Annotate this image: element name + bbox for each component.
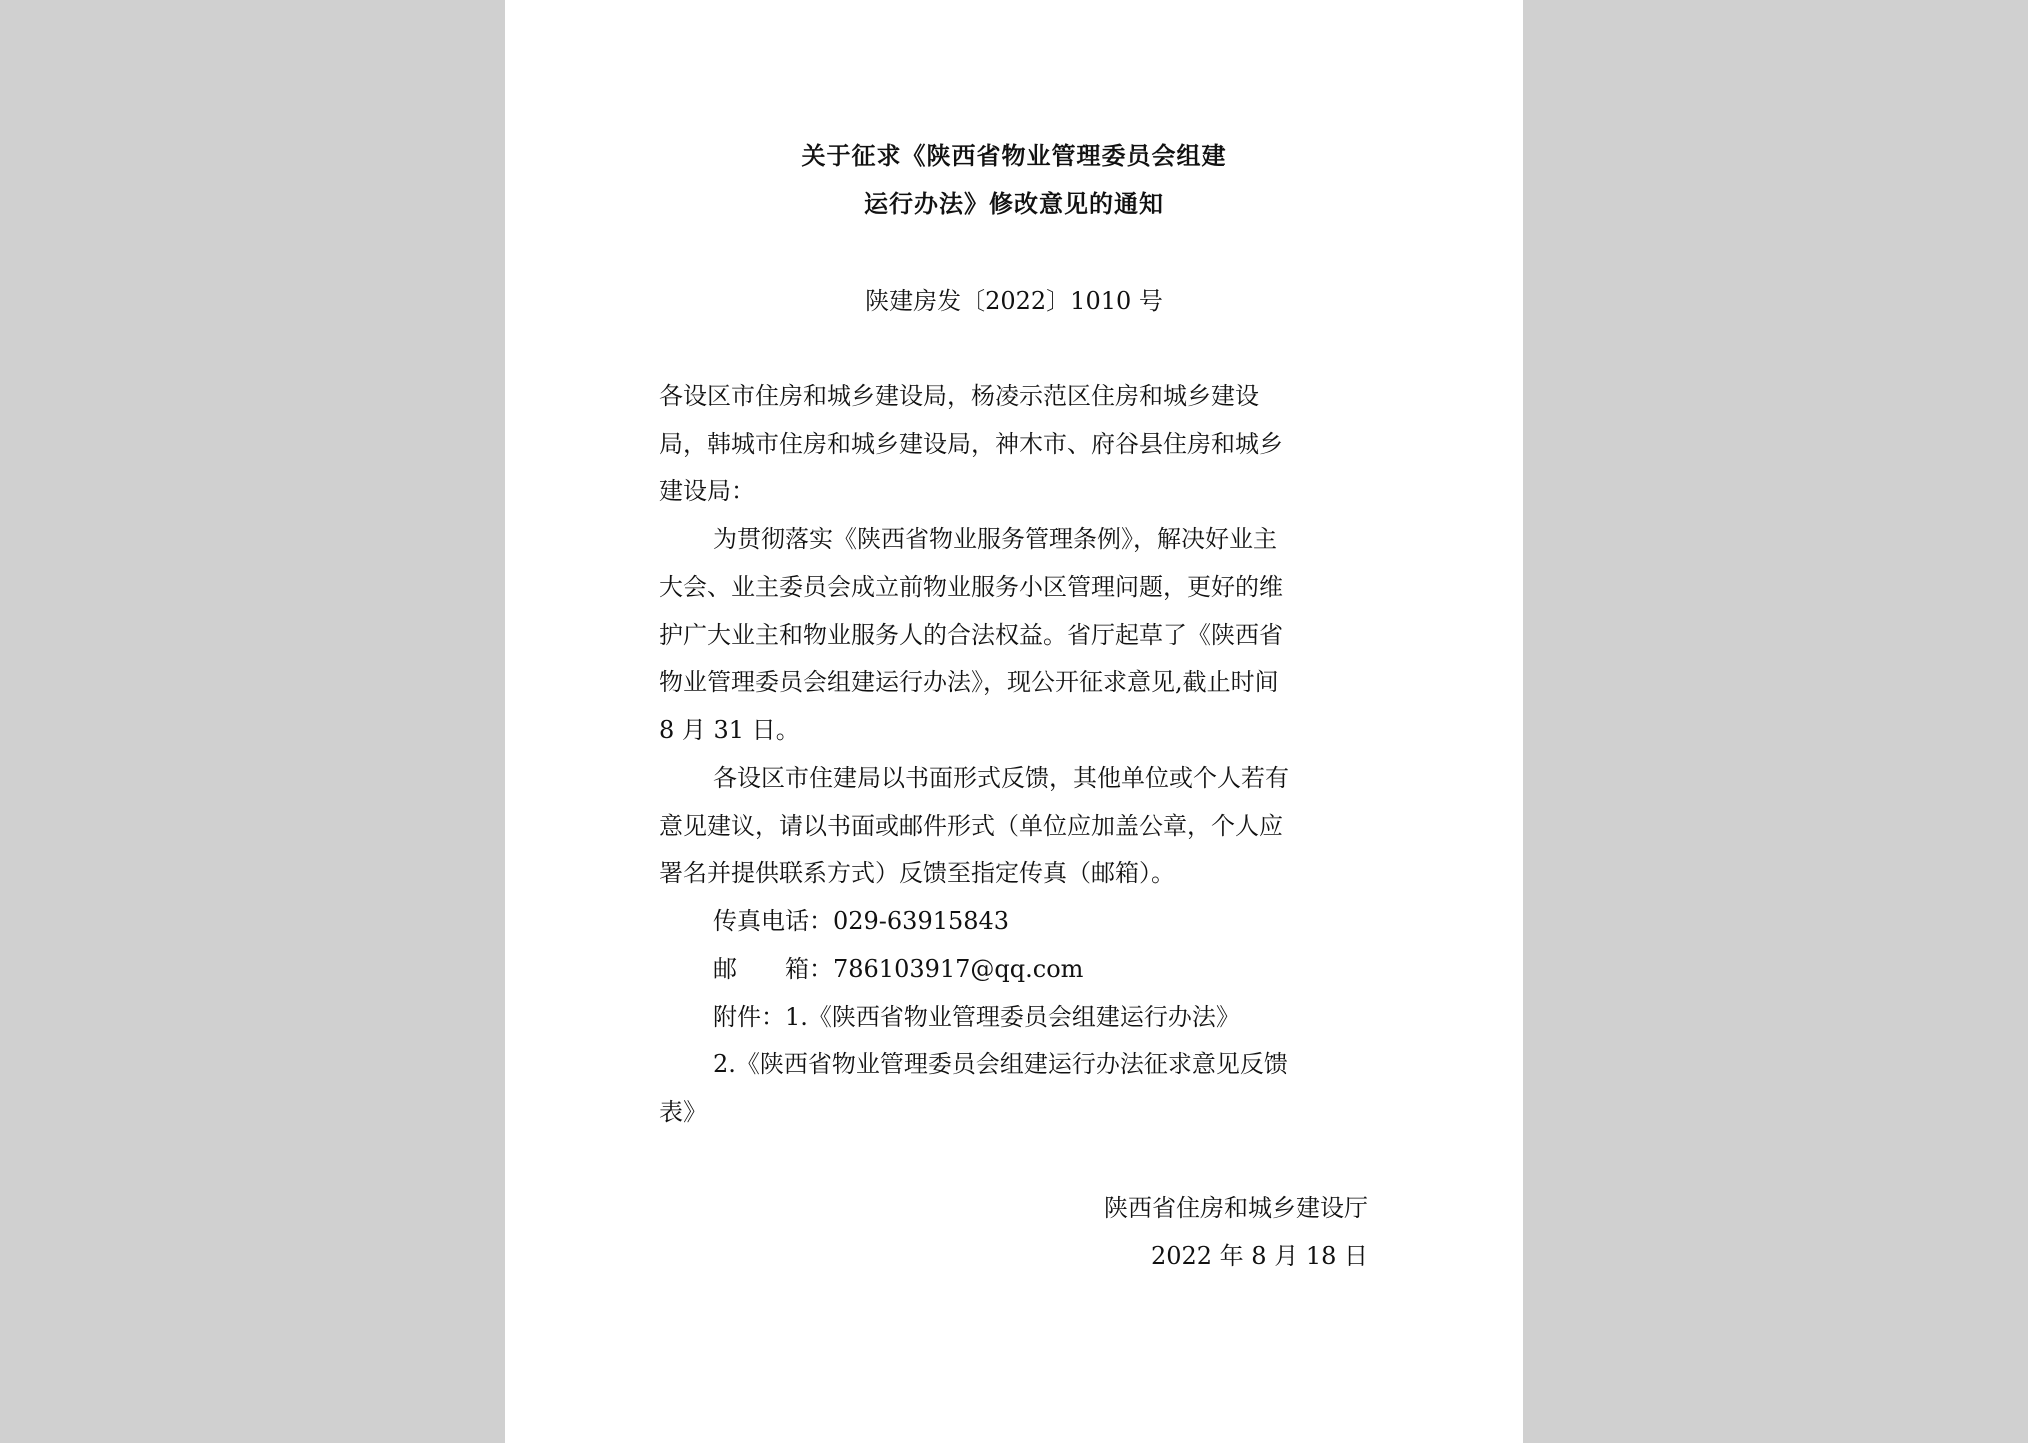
body-line: 物业管理委员会组建运行办法》，现公开征求意见,截止时间 — [659, 668, 1279, 696]
body-line: 建设局： — [659, 477, 755, 505]
attachment-line-2-cont: 表》 — [659, 1098, 707, 1126]
issue-date: 2022 年 8 月 18 日 — [1150, 1242, 1368, 1270]
body-line: 意见建议，请以书面或邮件形式（单位应加盖公章，个人应 — [659, 812, 1283, 840]
body-line: 为贯彻落实《陕西省物业服务管理条例》，解决好业主 — [713, 525, 1277, 553]
body-line: 护广大业主和物业服务人的合法权益。省厅起草了《陕西省 — [659, 621, 1283, 649]
notice-title-line-2: 运行办法》修改意见的通知 — [864, 189, 1164, 218]
attachment-line-2: 2.《陕西省物业管理委员会组建运行办法征求意见反馈 — [713, 1050, 1288, 1078]
body-line: 署名并提供联系方式）反馈至指定传真（邮箱）。 — [659, 859, 1175, 887]
body-line: 局，韩城市住房和城乡建设局，神木市、府谷县住房和城乡 — [659, 430, 1283, 458]
body-line: 各设区市住建局以书面形式反馈，其他单位或个人若有 — [713, 764, 1289, 792]
notice-title-line-1: 关于征求《陕西省物业管理委员会组建 — [801, 141, 1227, 170]
fax-number-line: 传真电话：029-63915843 — [713, 907, 1010, 935]
attachment-line-1: 附件：1.《陕西省物业管理委员会组建运行办法》 — [713, 1003, 1240, 1031]
body-line: 8 月 31 日。 — [659, 716, 800, 744]
body-line: 各设区市住房和城乡建设局，杨凌示范区住房和城乡建设 — [659, 382, 1259, 410]
issuer-signature: 陕西省住房和城乡建设厅 — [1104, 1194, 1368, 1222]
body-line: 大会、业主委员会成立前物业服务小区管理问题，更好的维 — [659, 573, 1283, 601]
document-number: 陕建房发〔2022〕1010 号 — [865, 287, 1163, 315]
email-line: 邮 箱：786103917@qq.com — [713, 955, 1084, 983]
document-page — [505, 0, 1523, 1443]
